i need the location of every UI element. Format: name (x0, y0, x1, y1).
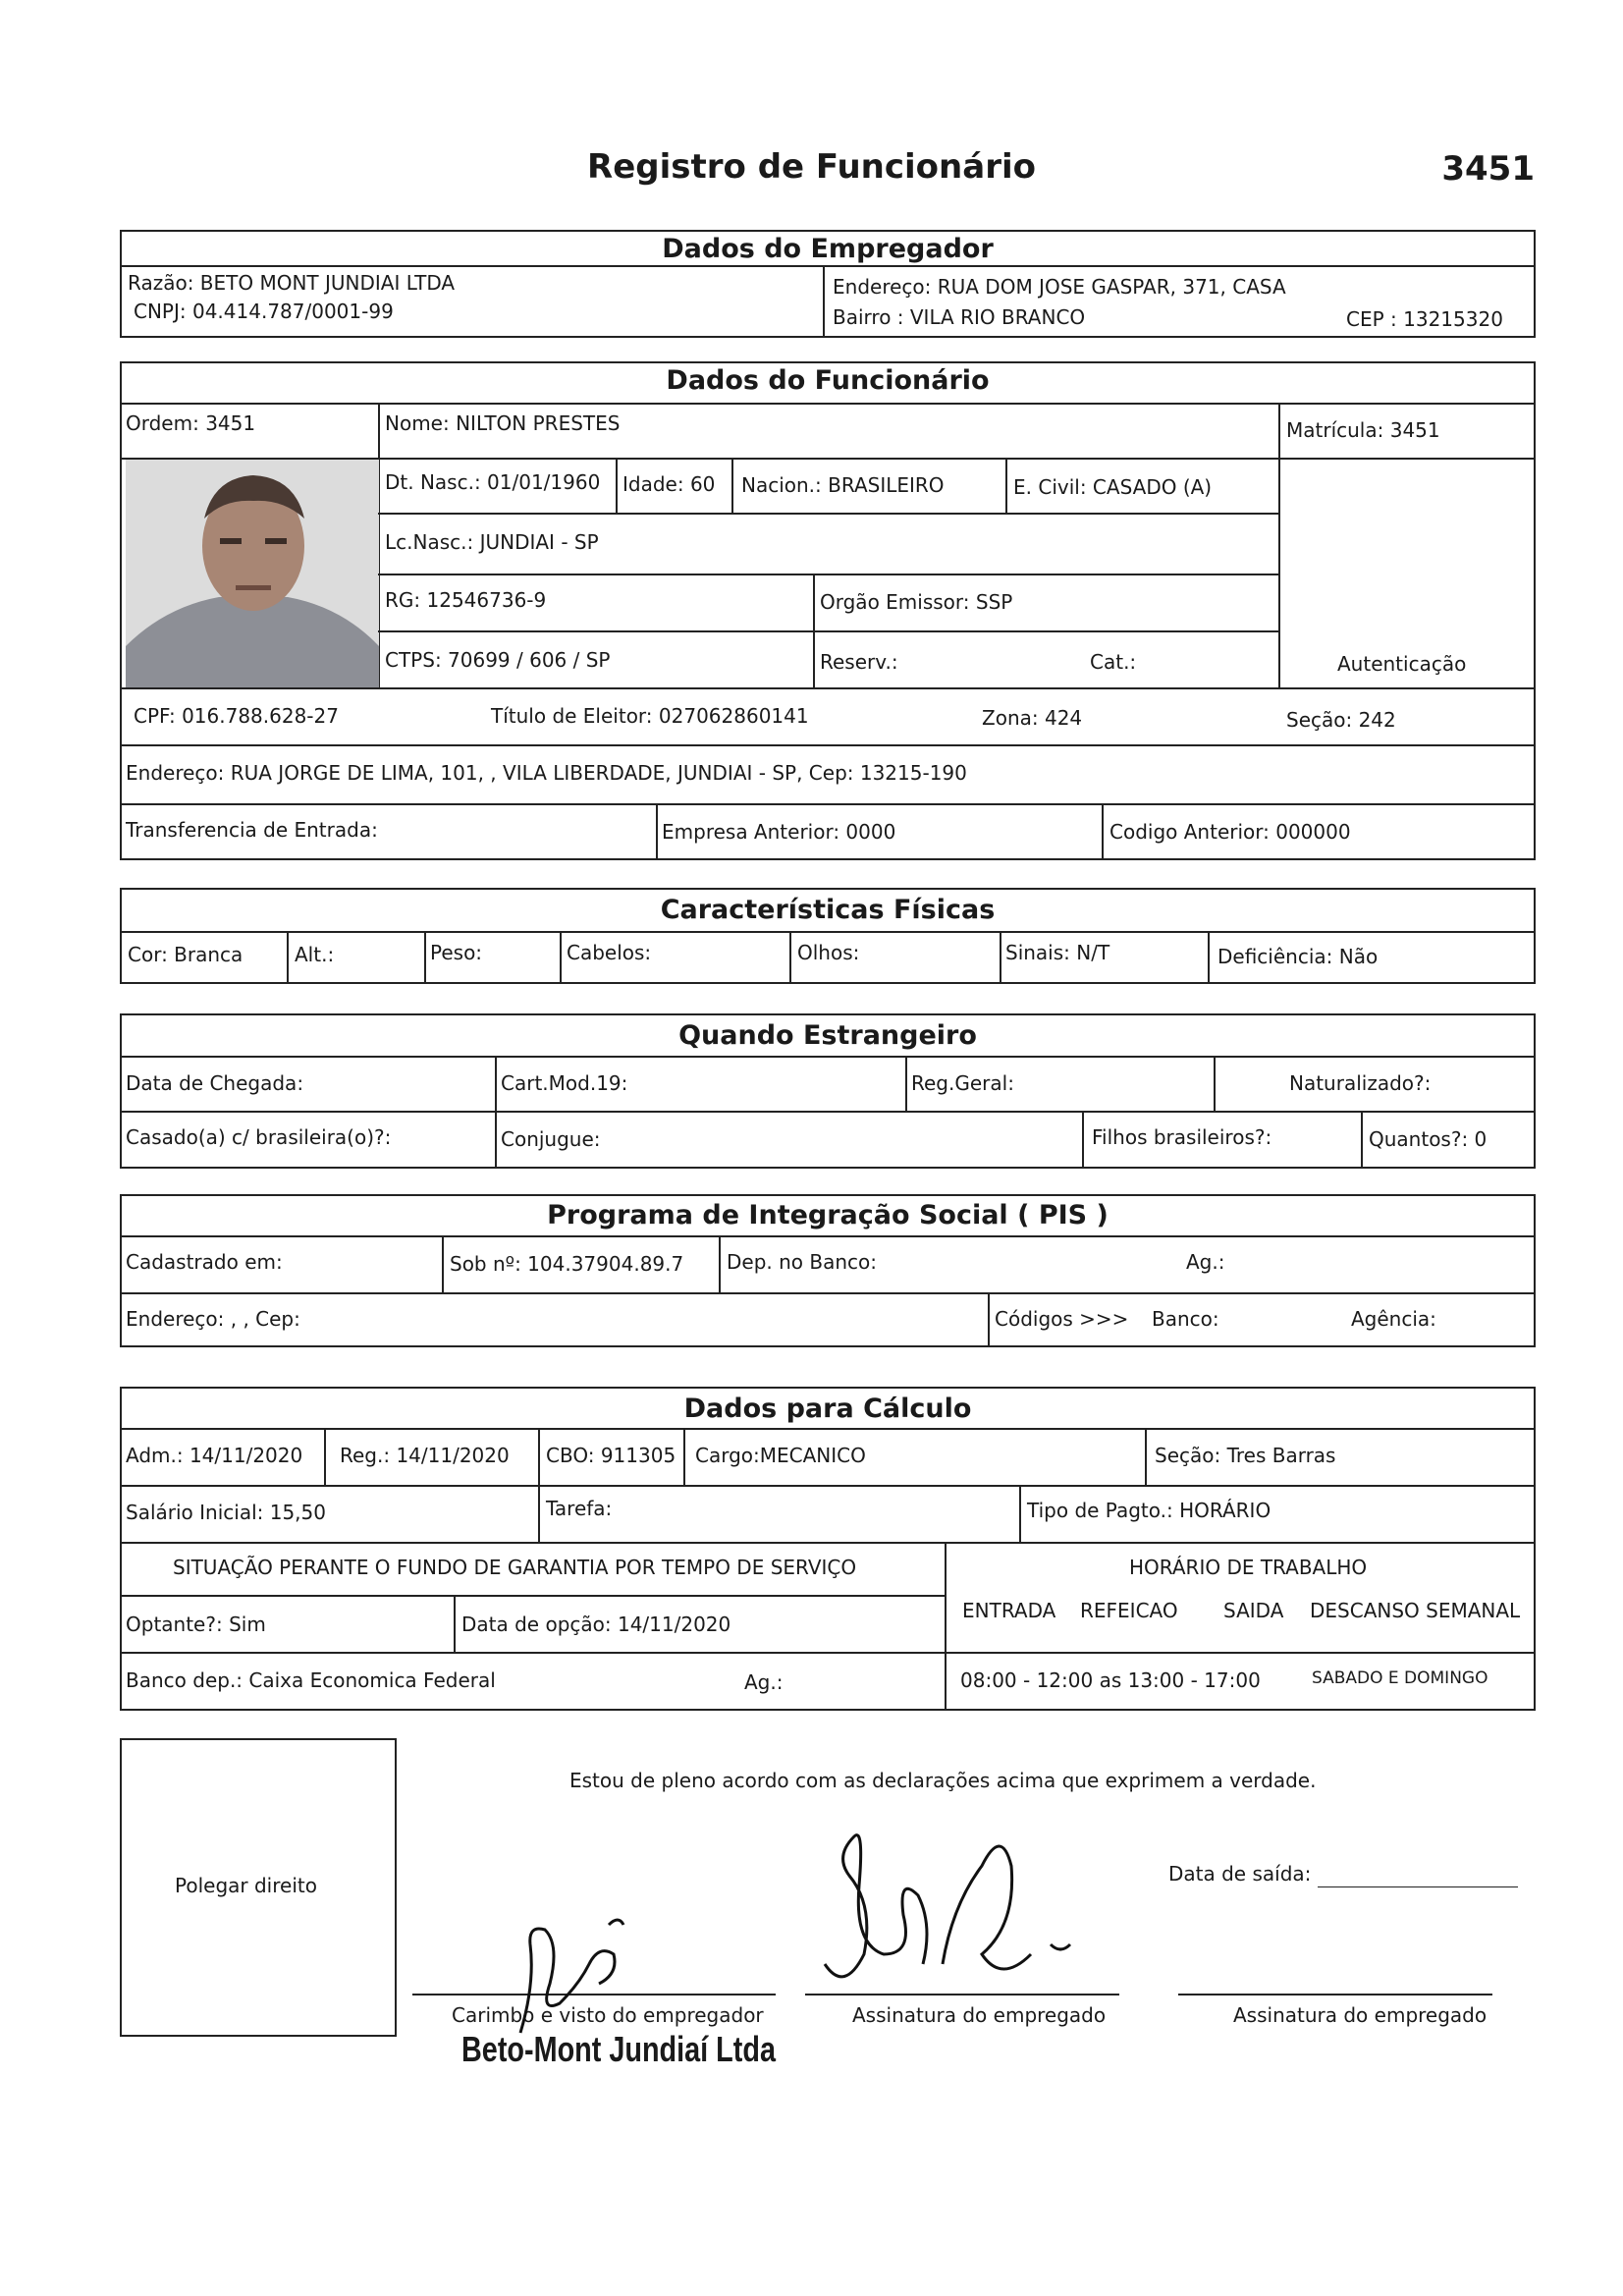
declaration-text: Estou de pleno acordo com as declarações acima que exprimem a verdade. (569, 1769, 1317, 1792)
employee-estado-civil: E. Civil: CASADO (A) (1013, 475, 1213, 499)
exit-date-line (1318, 1886, 1518, 1887)
calc-cargo: Cargo:MECANICO (695, 1444, 866, 1467)
calc-salario: Salário Inicial: 15,50 (126, 1501, 326, 1524)
calc-tarefa: Tarefa: (546, 1497, 613, 1520)
fgts-optante: Optante?: Sim (126, 1613, 266, 1636)
pis-ag: Ag.: (1186, 1250, 1225, 1274)
employee-rg: RG: 12546736-9 (385, 588, 547, 612)
employee-dt-nasc: Dt. Nasc.: 01/01/1960 (385, 470, 601, 494)
foreigner-section-title: Quando Estrangeiro (678, 1020, 977, 1051)
previous-code: Codigo Anterior: 000000 (1109, 820, 1351, 844)
employer-bairro: Bairro : VILA RIO BRANCO (833, 305, 1086, 329)
employee-signature-label-2: Assinatura do empregado (1233, 2003, 1488, 2027)
pis-codigos: Códigos >>> (995, 1307, 1129, 1331)
employee-cpf: CPF: 016.788.628-27 (134, 704, 339, 728)
schedule-hours: 08:00 - 12:00 as 13:00 - 17:00 (960, 1668, 1261, 1692)
physical-peso: Peso: (430, 941, 483, 964)
employee-titulo-eleitor: Título de Eleitor: 027062860141 (491, 704, 809, 728)
employee-cat: Cat.: (1090, 650, 1137, 674)
employer-cep: CEP : 13215320 (1346, 307, 1503, 331)
foreigner-cart-mod: Cart.Mod.19: (501, 1071, 628, 1095)
pis-section-title: Programa de Integração Social ( PIS ) (547, 1200, 1109, 1230)
document-number: 3451 (1441, 149, 1535, 189)
employee-address: Endereço: RUA JORGE DE LIMA, 101, , VILA LIBERDADE, JUNDIAI - SP, Cep: 13215-190 (126, 761, 967, 785)
foreigner-naturalizado: Naturalizado?: (1289, 1071, 1432, 1095)
foreigner-reg-geral: Reg.Geral: (911, 1071, 1014, 1095)
schedule-descanso: DESCANSO SEMANAL (1310, 1599, 1521, 1622)
employer-address: Endereço: RUA DOM JOSE GASPAR, 371, CASA (833, 275, 1286, 299)
employer-stamp-label: Carimbo e visto do empregador (452, 2003, 764, 2027)
foreigner-quantos: Quantos?: 0 (1369, 1127, 1488, 1151)
employee-ctps: CTPS: 70699 / 606 / SP (385, 648, 611, 672)
employer-razao: Razão: BETO MONT JUNDIAI LTDA (128, 271, 456, 295)
employee-signature (805, 1807, 1100, 2003)
employee-lc-nasc: Lc.Nasc.: JUNDIAI - SP (385, 530, 599, 554)
employee-photo (126, 460, 379, 689)
thumbprint-label: Polegar direito (175, 1874, 317, 1897)
employee-nome: Nome: NILTON PRESTES (385, 411, 621, 435)
calc-adm: Adm.: 14/11/2020 (126, 1444, 303, 1467)
fgts-data-opcao: Data de opção: 14/11/2020 (461, 1613, 731, 1636)
employee-nacion: Nacion.: BRASILEIRO (741, 473, 945, 497)
calc-section (120, 1387, 1536, 1711)
calc-section-title: Dados para Cálculo (683, 1394, 972, 1424)
foreigner-casado: Casado(a) c/ brasileira(o)?: (126, 1125, 392, 1149)
employee-signature-label-1: Assinatura do empregado (852, 2003, 1107, 2027)
employee-idade: Idade: 60 (622, 472, 716, 496)
calc-cbo: CBO: 911305 (546, 1444, 676, 1467)
calc-tipo-pagto: Tipo de Pagto.: HORÁRIO (1027, 1499, 1271, 1522)
physical-alt: Alt.: (295, 943, 335, 966)
employee-section-title: Dados do Funcionário (666, 365, 990, 396)
foreigner-conjugue: Conjugue: (501, 1127, 601, 1151)
employee-matricula: Matrícula: 3451 (1286, 418, 1440, 442)
calc-secao: Seção: Tres Barras (1155, 1444, 1336, 1467)
pis-agencia: Agência: (1351, 1307, 1436, 1331)
physical-olhos: Olhos: (797, 941, 860, 964)
employee-photo-image (126, 460, 379, 689)
fgts-title: SITUAÇÃO PERANTE O FUNDO DE GARANTIA POR TEMPO DE SERVIÇO (173, 1556, 857, 1579)
company-stamp: Beto-Mont Jundiaí Ltda (461, 2029, 776, 2069)
exit-date-label: Data de saída: (1168, 1862, 1312, 1886)
pis-address: Endereço: , , Cep: (126, 1307, 300, 1331)
pis-banco: Banco: (1152, 1307, 1219, 1331)
previous-company: Empresa Anterior: 0000 (662, 820, 896, 844)
physical-cor: Cor: Branca (128, 943, 243, 966)
schedule-rest-days: SABADO E DOMINGO (1312, 1668, 1488, 1688)
schedule-saida: SAIDA (1223, 1599, 1284, 1622)
schedule-refeicao: REFEICAO (1080, 1599, 1178, 1622)
fgts-banco-dep: Banco dep.: Caixa Economica Federal (126, 1668, 496, 1692)
employer-signature (491, 1886, 658, 2052)
employer-section-title: Dados do Empregador (662, 234, 994, 264)
physical-cabelos: Cabelos: (567, 941, 652, 964)
foreigner-arrival-date: Data de Chegada: (126, 1071, 304, 1095)
employee-ordem: Ordem: 3451 (126, 411, 256, 435)
physical-deficiencia: Deficiência: Não (1217, 945, 1379, 968)
employee-orgao-emissor: Orgão Emissor: SSP (820, 590, 1013, 614)
foreigner-filhos: Filhos brasileiros?: (1092, 1125, 1272, 1149)
transfer-entry: Transferencia de Entrada: (126, 818, 378, 842)
pis-number: Sob nº: 104.37904.89.7 (450, 1252, 684, 1276)
employee-secao: Seção: 242 (1286, 708, 1396, 732)
fgts-ag: Ag.: (744, 1670, 784, 1694)
schedule-entrada: ENTRADA (962, 1599, 1056, 1622)
employer-cnpj: CNPJ: 04.414.787/0001-99 (134, 300, 394, 323)
work-schedule-title: HORÁRIO DE TRABALHO (1129, 1556, 1368, 1579)
physical-section-title: Características Físicas (660, 895, 996, 925)
physical-sinais: Sinais: N/T (1005, 941, 1110, 964)
employee-zona: Zona: 424 (982, 706, 1083, 730)
pis-dep-banco: Dep. no Banco: (727, 1250, 878, 1274)
authentication-label: Autenticação (1337, 652, 1467, 676)
calc-reg: Reg.: 14/11/2020 (340, 1444, 510, 1467)
pis-cadastrado: Cadastrado em: (126, 1250, 283, 1274)
document-title: Registro de Funcionário (587, 147, 1036, 187)
employee-reserv: Reserv.: (820, 650, 898, 674)
